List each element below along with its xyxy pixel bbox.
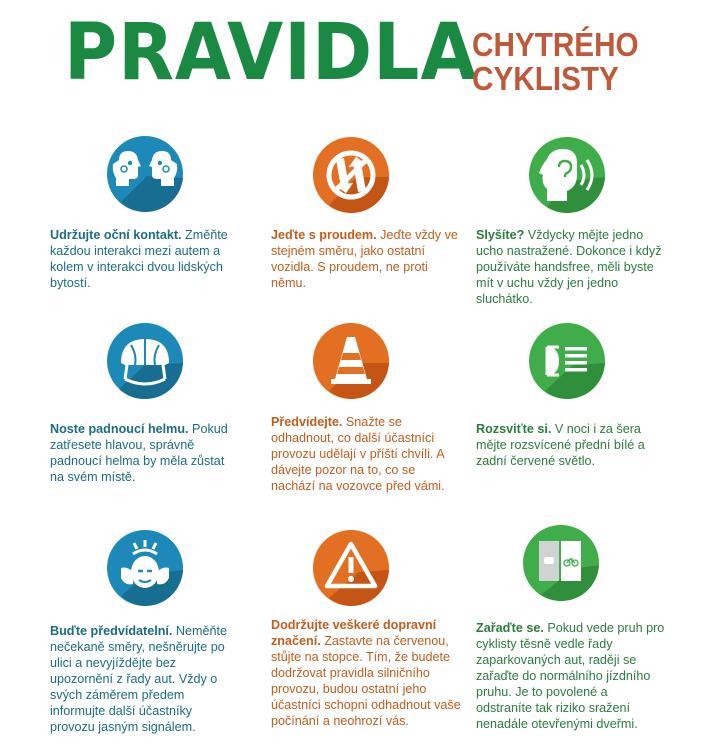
traffic-cone-icon [313, 323, 389, 399]
rule-lead: Zařaďte se. [476, 621, 544, 635]
rule-eye-contact [50, 227, 240, 291]
rule-body: Pokud vede pruh pro cyklisty těsně vedle řady zaparkovaných aut, raději se zařaďte do normálního jízdního pruhu. Je to povolené a odstraníte tak riziko sražení nenadále otevřenými dveřmi. [476, 621, 665, 731]
bike-lane-icon [523, 525, 599, 601]
rule-anticipate [271, 414, 461, 494]
predictable-person-icon [107, 530, 183, 606]
rule-lead: Noste padnoucí helmu. [50, 422, 189, 436]
rule-traffic-signs [271, 617, 461, 729]
listening-ear-icon [529, 137, 605, 213]
rule-bike-lane [476, 620, 666, 732]
rule-body: Jeďte vždy ve stejném směru, jako ostatní vozidla. S proudem, ne proti němu. [271, 228, 458, 290]
subtitle [472, 28, 639, 96]
rule-helmet [50, 421, 240, 485]
headlight-icon [529, 323, 605, 399]
rule-body: Pokud zatřesete hlavou, správně padnoucí helma by měla zůstat na svém místě. [50, 422, 228, 484]
eye-contact-icon [107, 136, 183, 212]
no-wrong-way-icon [313, 137, 389, 213]
subtitle-line-2: CYKLISTY [472, 60, 619, 97]
rule-lead: Buďte předvídatelní. [50, 624, 173, 638]
helmet-icon [107, 323, 183, 399]
rule-lead: Jeďte s proudem. [271, 228, 377, 242]
subtitle-line-1: CHYTRÉHO [472, 26, 639, 63]
rule-lead: Udržujte oční kontakt. [50, 228, 182, 242]
rule-body: Neměňte nečekaně směry, nešněrujte po ulici a nevyjíždějte bez upozornění z řady aut. Vždy o svých záměrem předem informujte další účastníky provozu jasným signálem. [50, 624, 228, 734]
rule-body: Snažte se odhadnout, co další účastníci provozu udělají v příští chvíli. A dávejte pozor na to, co se nachází na vozovce před vámi. [271, 415, 445, 493]
rule-lead: Rozsviťte si. [476, 422, 552, 436]
rule-listen [476, 227, 666, 307]
rule-body: Vždycky mějte jedno ucho nastražené. Dokonce i když používáte handsfree, měli byste mít v uchu vždy jen jedno sluchátko. [476, 228, 662, 306]
rule-flow [271, 227, 461, 291]
rule-lead: Dodržujte veškeré dopravní značení. [271, 618, 437, 648]
rule-body: Zastavte na červenou, stůjte na stopce. Tím, že budete dodržovat pravidla silničního provozu, budou ostatní jeho účastníci schopni odhadnout vaše počínání a neohrozí vás. [271, 634, 461, 728]
rule-body: V noci i za šera mějte rozsvícené přední bílé a zadní červené světlo. [476, 422, 645, 468]
rule-lead: Slyšíte? [476, 228, 525, 242]
main-title: PRAVIDLA [64, 8, 478, 98]
rule-lights [476, 421, 666, 469]
rule-lead: Předvídejte. [271, 415, 343, 429]
warning-triangle-icon [313, 530, 389, 606]
rule-body: Změňte každou interakci mezi autem a kolem v interakci dvou lidských bytostí. [50, 228, 228, 290]
rule-predictable [50, 623, 240, 735]
